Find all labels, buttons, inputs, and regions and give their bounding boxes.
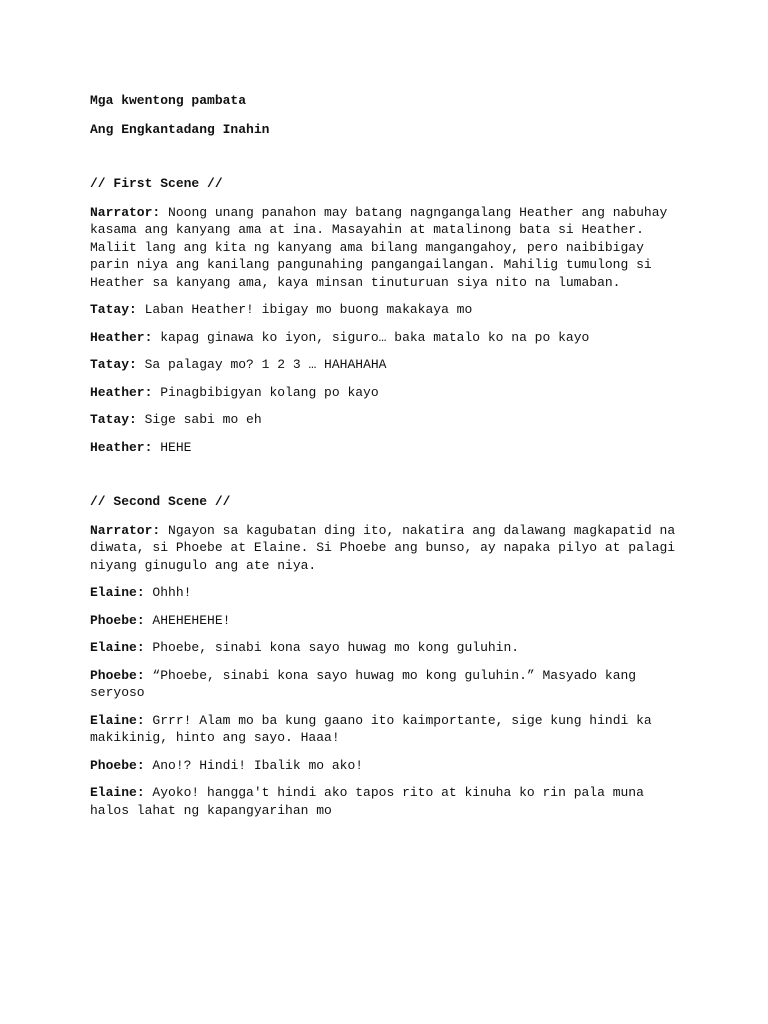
dialogue-line: [90, 411, 680, 429]
speaker-label: Tatay: [90, 357, 130, 372]
speaker-colon: :: [152, 204, 161, 220]
speaker-label: Narrator: [90, 204, 153, 220]
dialogue-line: [90, 612, 680, 630]
speaker-label: Tatay: [90, 302, 130, 317]
document-heading: Mga kwentong pambata: [90, 93, 247, 108]
speaker-label: Phoebe: [90, 757, 137, 773]
speaker-label: Elaine: [90, 640, 137, 655]
dialogue-line: [90, 784, 680, 819]
dialogue-text: kapag ginawa ko iyon, siguro… baka matalo ko na po kayo: [152, 329, 590, 345]
document-page: [90, 92, 680, 829]
speaker-colon: :: [136, 612, 145, 628]
scene-heading-first: // First Scene //: [90, 176, 223, 191]
speaker-label: Elaine: [90, 585, 137, 600]
speaker-colon: :: [136, 640, 145, 655]
dialogue-text: Sige sabi mo eh: [136, 412, 262, 427]
dialogue-text: Pinagbibigyan kolang po kayo: [152, 384, 379, 400]
dialogue-line: [90, 329, 680, 347]
dialogue-text: Noong unang panahon may batang nagngangalang Heather ang nabuhay kasama ang kanyang ama at ina. Masayahin at matalinong bata si Heather. Maliit lang ang kita ng kanyang ama bilang mangangahoy, pero naibibigay parin niya ang kanilang pangunahing pangangailangan. Mahilig tumulong si Heather sa kanyang ama, kaya minsan tinuturuan siya nito na lumaban.: [90, 204, 668, 290]
dialogue-text: HEHE: [152, 439, 192, 455]
dialogue-line: [90, 667, 680, 702]
dialogue-text: “Phoebe, sinabi kona sayo huwag mo kong guluhin.” Masyado kang seryoso: [90, 667, 637, 700]
speaker-colon: :: [129, 357, 137, 372]
dialogue-text: Ayoko! hangga't hindi ako tapos rito at kinuha ko rin pala muna halos lahat ng kapangyarihan mo: [90, 785, 644, 818]
document-title: Ang Engkantadang Inahin: [90, 121, 270, 137]
dialogue-line: [90, 384, 680, 402]
speaker-colon: :: [152, 522, 161, 538]
speaker-colon: :: [144, 384, 153, 400]
speaker-colon: :: [129, 412, 137, 427]
dialogue-line: [90, 439, 680, 457]
speaker-label: Narrator: [90, 522, 153, 538]
dialogue-text: Phoebe, sinabi kona sayo huwag mo kong guluhin.: [144, 640, 520, 655]
speaker-label: Heather: [90, 384, 145, 400]
speaker-colon: :: [129, 302, 137, 317]
speaker-colon: :: [136, 785, 145, 800]
speaker-colon: :: [136, 585, 145, 600]
dialogue-text: Grrr! Alam mo ba kung gaano ito kaimportante, sige kung hindi ka makikinig, hinto ang sayo. Haaa!: [90, 712, 652, 745]
speaker-label: Elaine: [90, 785, 137, 800]
dialogue-line: [90, 204, 680, 292]
dialogue-line: [90, 757, 680, 775]
dialogue-line: [90, 522, 680, 575]
speaker-colon: :: [136, 667, 145, 683]
dialogue-text: AHEHEHEHE!: [144, 612, 231, 628]
speaker-colon: :: [136, 757, 145, 773]
dialogue-text: Sa palagay mo? 1 2 3 … HAHAHAHA: [136, 357, 387, 372]
dialogue-text: Ano!? Hindi! Ibalik mo ako!: [144, 757, 364, 773]
speaker-colon: :: [144, 329, 153, 345]
speaker-label: Heather: [90, 439, 145, 455]
speaker-label: Heather: [90, 329, 145, 345]
speaker-label: Phoebe: [90, 667, 137, 683]
dialogue-line: [90, 584, 680, 602]
speaker-label: Phoebe: [90, 612, 137, 628]
dialogue-text: Ngayon sa kagubatan ding ito, nakatira ang dalawang magkapatid na diwata, si Phoebe at Elaine. Si Phoebe ang bunso, ay napaka pilyo at palagi niyang ginugulo ang ate niya.: [90, 522, 676, 573]
dialogue-line: [90, 301, 680, 319]
dialogue-text: Ohhh!: [144, 585, 192, 600]
speaker-label: Elaine: [90, 712, 137, 728]
dialogue-line: [90, 356, 680, 374]
speaker-colon: :: [144, 439, 153, 455]
scene-heading-second: // Second Scene //: [90, 494, 231, 509]
dialogue-text: Laban Heather! ibigay mo buong makakaya mo: [136, 302, 473, 317]
dialogue-line: [90, 712, 680, 747]
dialogue-line: [90, 639, 680, 657]
speaker-colon: :: [136, 712, 145, 728]
speaker-label: Tatay: [90, 412, 130, 427]
